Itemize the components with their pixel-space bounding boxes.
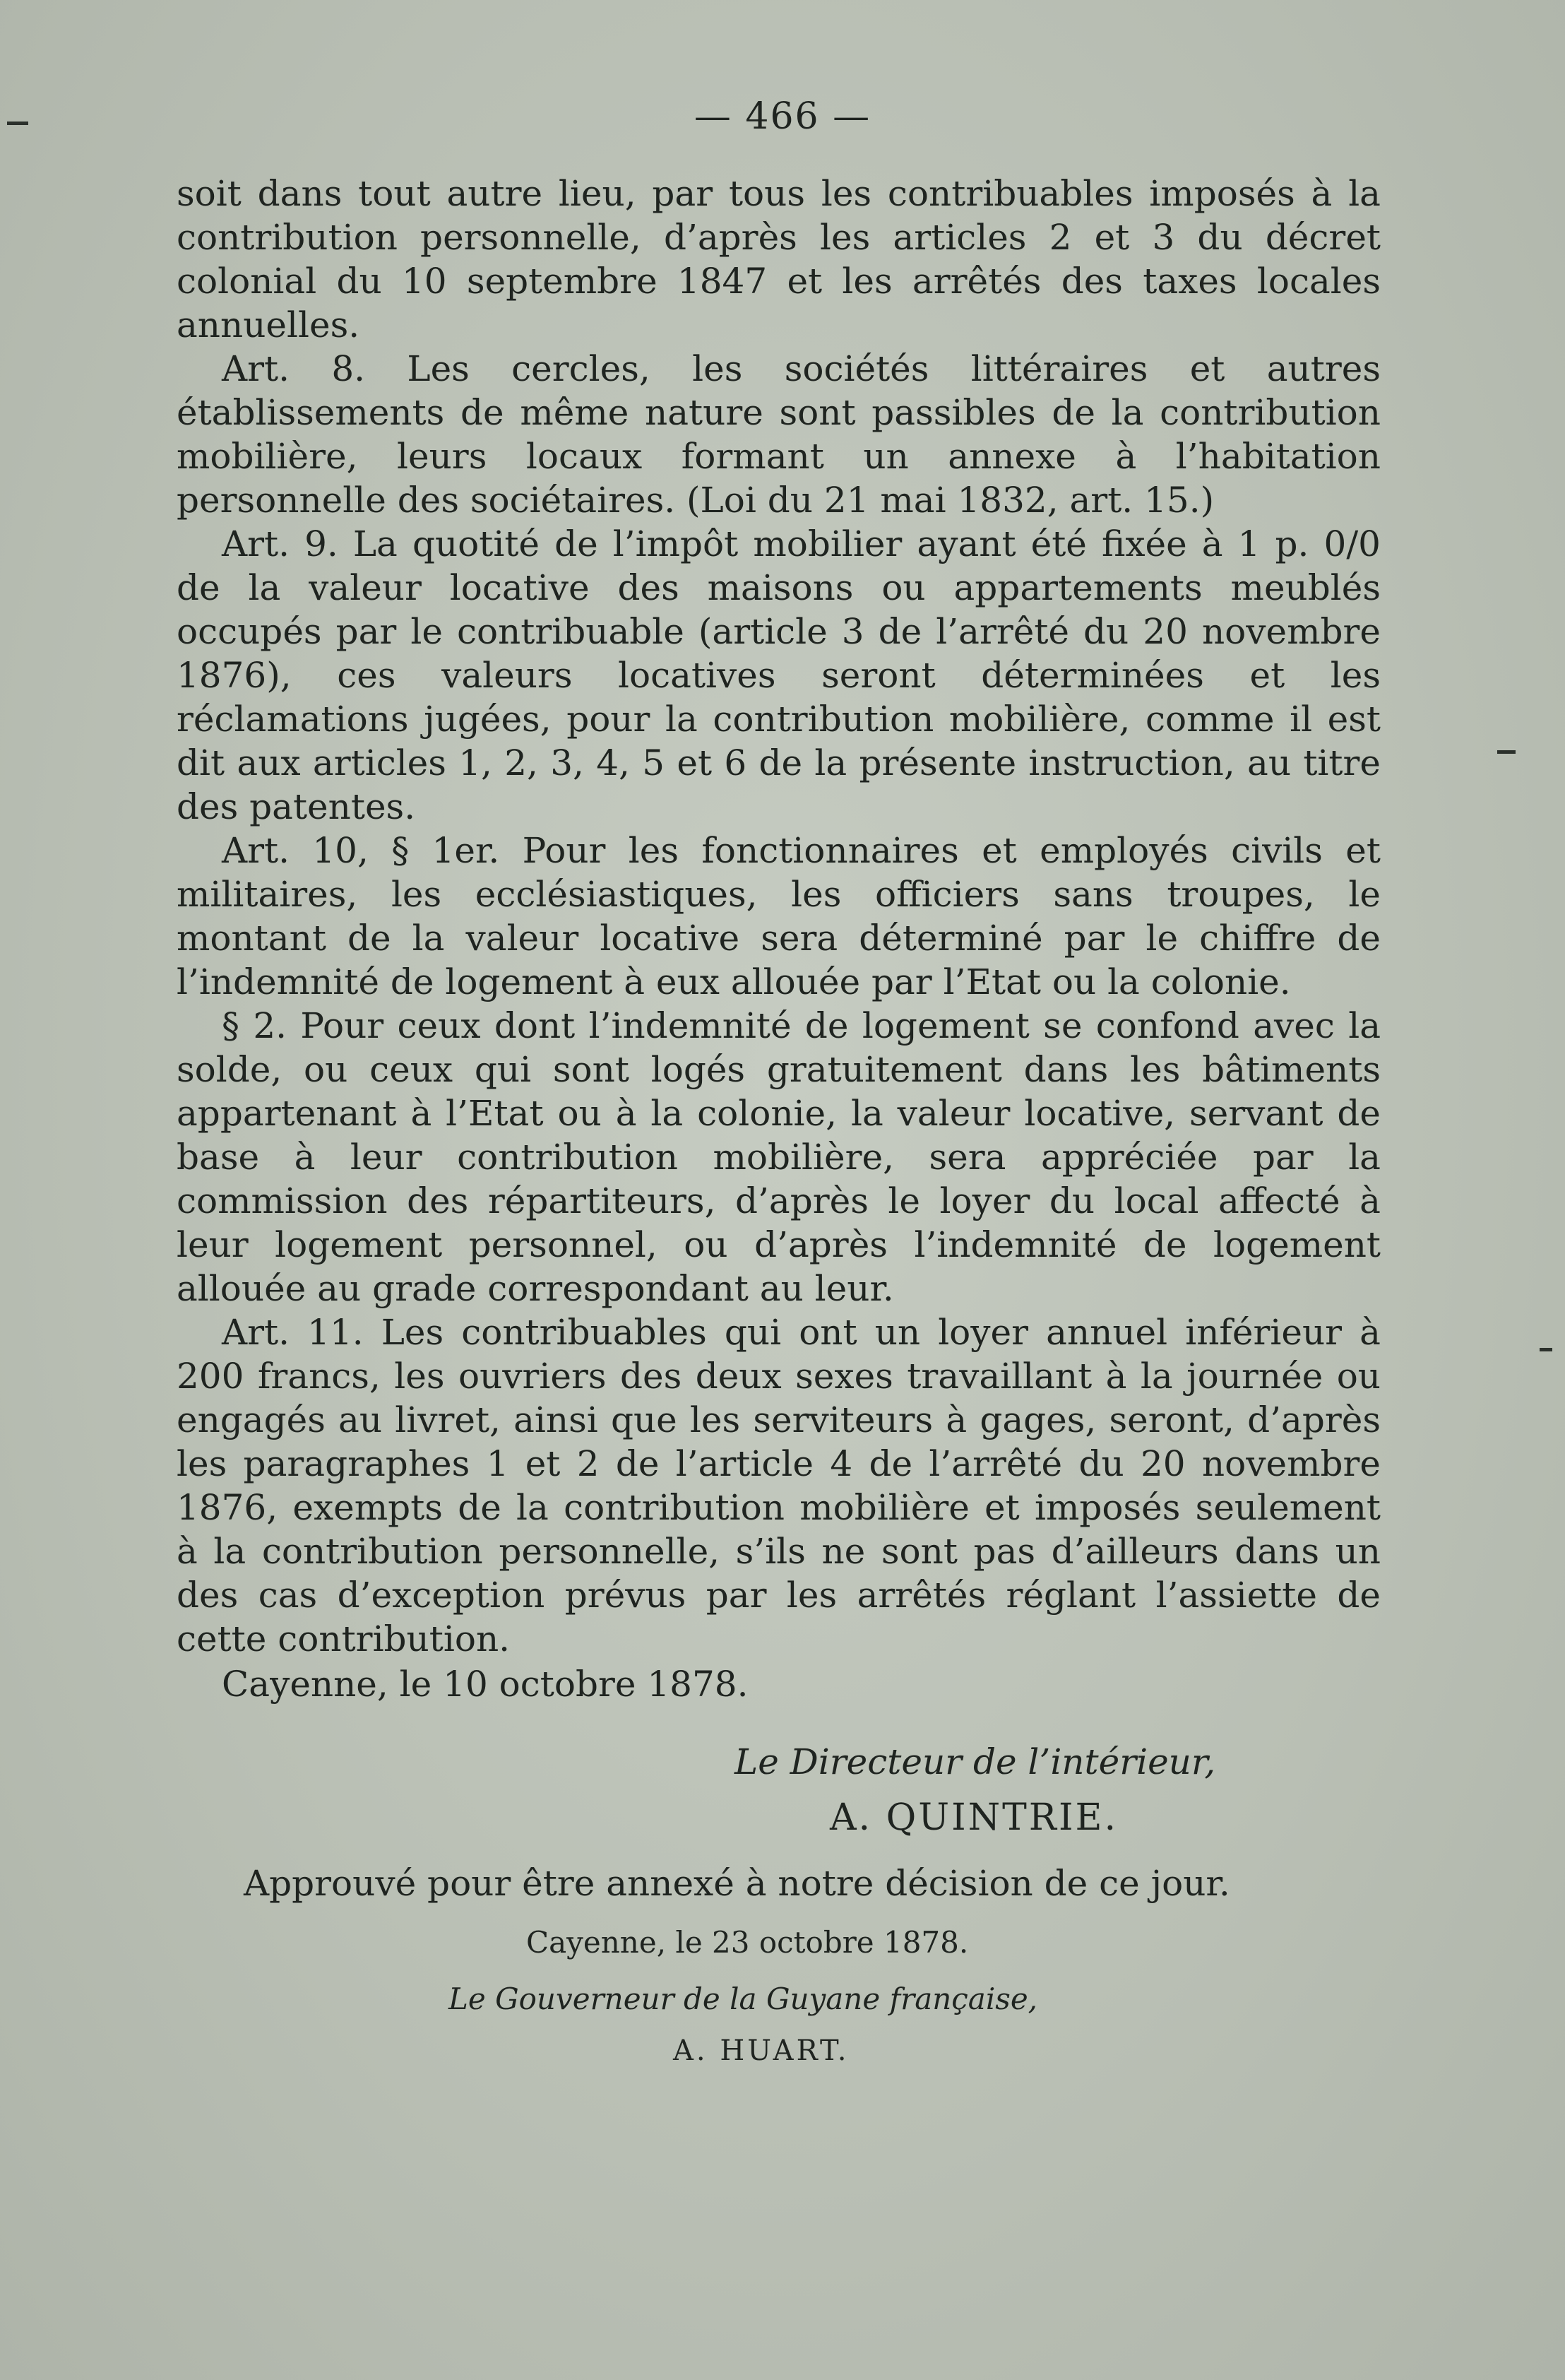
director-title: Le Directeur de l’intérieur,	[734, 1741, 1216, 1782]
approval-date: Cayenne, le 23 octobre 1878.	[526, 1925, 969, 1960]
approval-text: Approuvé pour être annexé à notre décision de ce jour.	[244, 1863, 1230, 1904]
paragraph-art-8: Art. 8. Les cercles, les sociétés littéraires et autres établissements de même nature sont passibles de la contribution mobilière, leurs locaux formant un annexe à l’habitation personnelle des sociétaires. (Loi du 21 mai 1832, art. 15.)	[177, 348, 1381, 521]
margin-mark-right-lower	[1540, 1348, 1552, 1351]
paragraph-art-9: Art. 9. La quotité de l’impôt mobilier ayant été fixée à 1 p. 0/0 de la valeur locative des maisons ou appartements meublés occupés par le contribuable (article 3 de l’arrêté du 20 novembre 1876), ces valeurs locatives seront déterminées et les réclamations jugées, pour la contribution mobilière, comme il est dit aux articles 1, 2, 3, 4, 5 et 6 de la présente instruction, au titre des patentes.	[177, 523, 1381, 827]
director-name: A. QUINTRIE.	[830, 1796, 1118, 1839]
paragraph-art-10: Art. 10, § 1er. Pour les fonctionnaires et employés civils et militaires, les ecclésiastiques, les officiers sans troupes, le montant de la valeur locative sera déterminé par le chiffre de l’indemnité de logement à eux allouée par l’Etat ou la colonie.	[177, 830, 1381, 1002]
paragraph-art-10-section-2: § 2. Pour ceux dont l’indemnité de logement se confond avec la solde, ou ceux qui sont logés gratuitement dans les bâtiments appartenant à l’Etat ou à la colonie, la valeur locative, servant de base à leur contribution mobilière, sera appréciée par la commission des répartiteurs, d’après le loyer du local affecté à leur logement personnel, ou d’après l’indemnité de logement allouée au grade correspondant au leur.	[177, 1005, 1381, 1309]
paragraph-art-11: Art. 11. Les contribuables qui ont un loyer annuel inférieur à 200 francs, les ouvriers des deux sexes travaillant à la journée ou engagés au livret, ainsi que les serviteurs à gages, seront, d’après les paragraphes 1 et 2 de l’article 4 de l’arrêté du 20 novembre 1876, exempts de la contribution mobilière et imposés seulement à la contribution personnelle, s’ils ne sont pas d’ailleurs dans un des cas d’exception prévus par les arrêtés réglant l’assiette de cette contribution.	[177, 1312, 1381, 1659]
paragraph-continuation: soit dans tout autre lieu, par tous les contribuables imposés à la contribution personnelle, d’après les articles 2 et 3 du décret colonial du 10 septembre 1847 et les arrêtés des taxes locales annuelles.	[177, 173, 1381, 345]
governor-title: Le Gouverneur de la Guyane française,	[448, 1982, 1038, 2016]
page-number: — 466 —	[694, 95, 871, 138]
date-line: Cayenne, le 10 octobre 1878.	[222, 1664, 749, 1705]
margin-mark-right	[1497, 750, 1516, 754]
governor-name: A. HUART.	[673, 2035, 850, 2067]
body-text	[177, 172, 1381, 1706]
